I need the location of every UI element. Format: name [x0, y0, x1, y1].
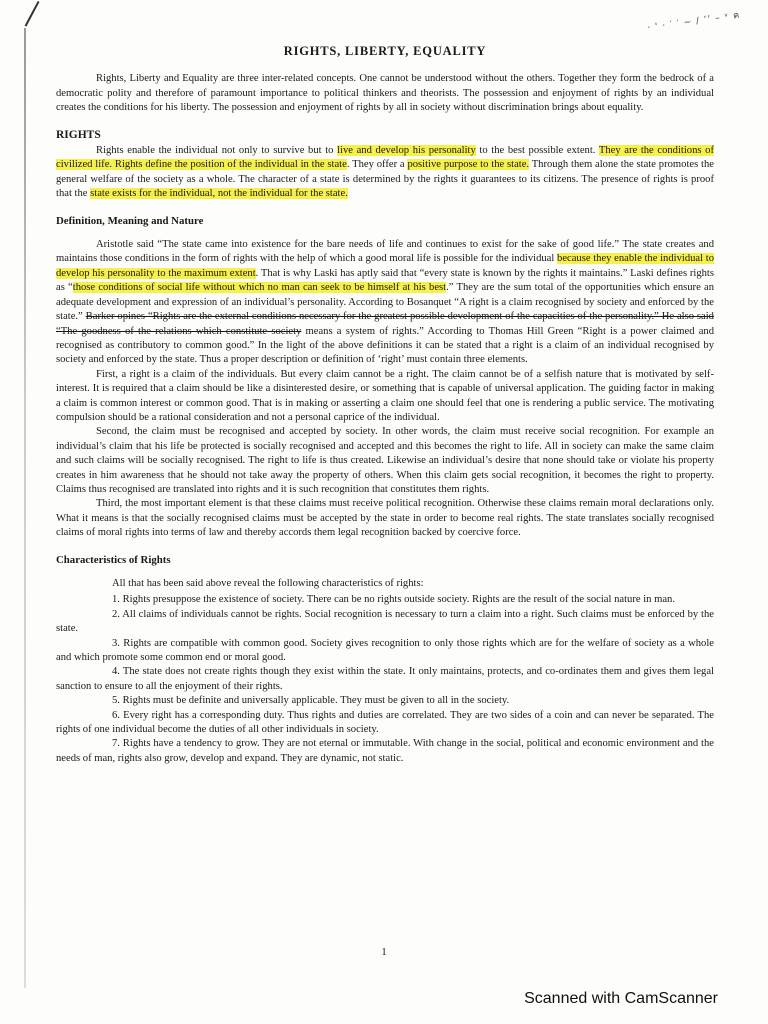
second-element-paragraph: Second, the claim must be recognised and accepted by society. In other words, the claim must receive social recognition. For example an individual’s claim that his life be protected is socially recognised and accepted and this becomes the right to life. All in society can make the same claim and such claims will be socially recognised. The right to life is thus created. Likewise an individual’s desire that none should take or violate his property creates in him awareness that he should not take away the property of others. When this claim gets social recognition, it becomes the right to property. Claims thus recognised are translated into rights and it is such recognition that constitutes them rights. [56, 426, 714, 495]
text-run: . They offer a [346, 159, 408, 171]
pen-mark [25, 1, 56, 35]
highlighted-text: They are the conditions of civilized life. Rights define the position of the individual in the state [56, 145, 714, 171]
rights-heading: RIGHTS [56, 128, 101, 141]
text-run: Aristotle said “The state came into existence for the bare needs of life and continues to exist for the sake of good life.” The state creates and maintains those conditions in the form of rights with the help of which a good moral life is possible for the individual [56, 239, 714, 265]
camscanner-watermark: Scanned with CamScanner [524, 990, 718, 1007]
page-edge-shadow [24, 28, 26, 988]
highlighted-text: because they enable the individual to develop his personality to the maximum extent [56, 253, 714, 279]
list-lead: All that has been said above reveal the following characteristics of rights: [112, 578, 424, 589]
document-title: RIGHTS, LIBERTY, EQUALITY [283, 44, 487, 58]
corner-scribble: · ' · ′ ′ ~ / ʼ’ – ᵛ ค [646, 10, 741, 34]
intro-paragraph: Rights, Liberty and Equality are three inter-related concepts. One cannot be understood without the others. Together they form the bedrock of a democratic polity and therefore of paramount importance to political thinkers and theorists. The possession and enjoyment of rights by an individual creates the conditions for his liberty. The possession and enjoyment of rights by all in society without discrimination brings about equality. [56, 73, 714, 114]
highlighted-text: positive purpose to the state. [407, 159, 530, 171]
struck-through-text: Barker opines “Rights are the external conditions necessary for the greatest possible development of the capacities of the personality.” He also said “The goodness of the relations which constitute society [56, 311, 714, 337]
highlighted-text: those conditions of social life without which no man can seek to be himself at his best [72, 282, 447, 294]
list-item: 3. Rights are compatible with common good. Society gives recognition to only those rights which are for the welfare of society as a whole and which promote some common end or moral good. [56, 637, 714, 664]
rights-paragraph [56, 144, 714, 202]
highlighted-text: live and develop his personality [337, 145, 476, 157]
definition-paragraph [56, 238, 714, 368]
list-item: 1. Rights presuppose the existence of society. There can be no rights outside society. Rights are the result of the social nature in man. [112, 594, 675, 606]
list-item: 6. Every right has a corresponding duty. Thus rights and duties are correlated. They are two sides of a coin and can never be separated. The rights of one individual become the duties of all other individuals in society. [56, 709, 714, 736]
characteristics-heading: Characteristics of Rights [56, 553, 171, 566]
list-item: 5. Rights must be definite and universally applicable. They must be given to all in the society. [112, 695, 510, 707]
text-run: Through them alone the state promotes the general welfare of the society as a whole. The character of a state is determined by the rights it guarantees to its citizens. The presence of rights is proof that the [56, 159, 714, 200]
characteristics-list [56, 577, 714, 766]
text-run: Rights enable the individual not only to survive but to [96, 145, 338, 157]
first-element-paragraph: First, a right is a claim of the individuals. But every claim cannot be a right. The claim cannot be of a selfish nature that is motivated by self-interest. It is required that a claim should be like a disinterested desire, or something that is capable of universal application. The guiding factor in making a claim is common interest or common good. That is in making or asserting a claim one should feel that one is rendering a public service. The motivating compulsion should be a rational consideration and not a personal caprice of the individual. [56, 368, 714, 423]
text-run: means a system of rights.” According to Thomas Hill Green “Right is a power claimed and recognised as contributory to common good.” In the light of the above definitions it can be stated that a right is a claim of an individual recognised by society and enforced by the state. Thus a proper description or definition of ‘right’ must contain three elements. [56, 325, 714, 366]
list-item: 7. Rights have a tendency to grow. They are not eternal or immutable. With change in the social, political and economic environment and the needs of man, rights also grow, develop and expand. They are dynamic, not static. [56, 738, 714, 764]
text-run: .” They are the sum total of the opportunities which ensure an adequate development and expression of an individual’s personality. According to Bosanquet “A right is a claim recognised by society and enforced by the state.” [56, 282, 714, 323]
list-item: 4. The state does not create rights though they exist within the state. It only maintains, protects, and co-ordinates them and gives them legal sanction to ensure to all the enjoyment of their rights. [56, 666, 714, 692]
third-element-paragraph: Third, the most important element is that these claims must receive political recognition. Otherwise these claims remain moral declarations only. What it means is that the socially recognised claims must be accepted by the state in order to become real rights. The state translates socially recognised claims of moral rights into terms of law and thereby accords them legal recognition backed by coercive force. [56, 498, 714, 539]
definition-heading: Definition, Meaning and Nature [56, 214, 204, 227]
text-run: . That is why Laski has aptly said that “every state is known by the rights it maintains.” Laski defines rights as “ [56, 267, 714, 294]
text-run: to the best possible extent. [475, 145, 599, 157]
list-item: 2. All claims of individuals cannot be rights. Social recognition is necessary to turn a claim into a right. Such claims must be enforced by the state. [56, 608, 714, 635]
document-body [56, 40, 714, 766]
page-number: 1 [381, 946, 387, 958]
highlighted-text: state exists for the individual, not the individual for the state. [90, 188, 348, 200]
